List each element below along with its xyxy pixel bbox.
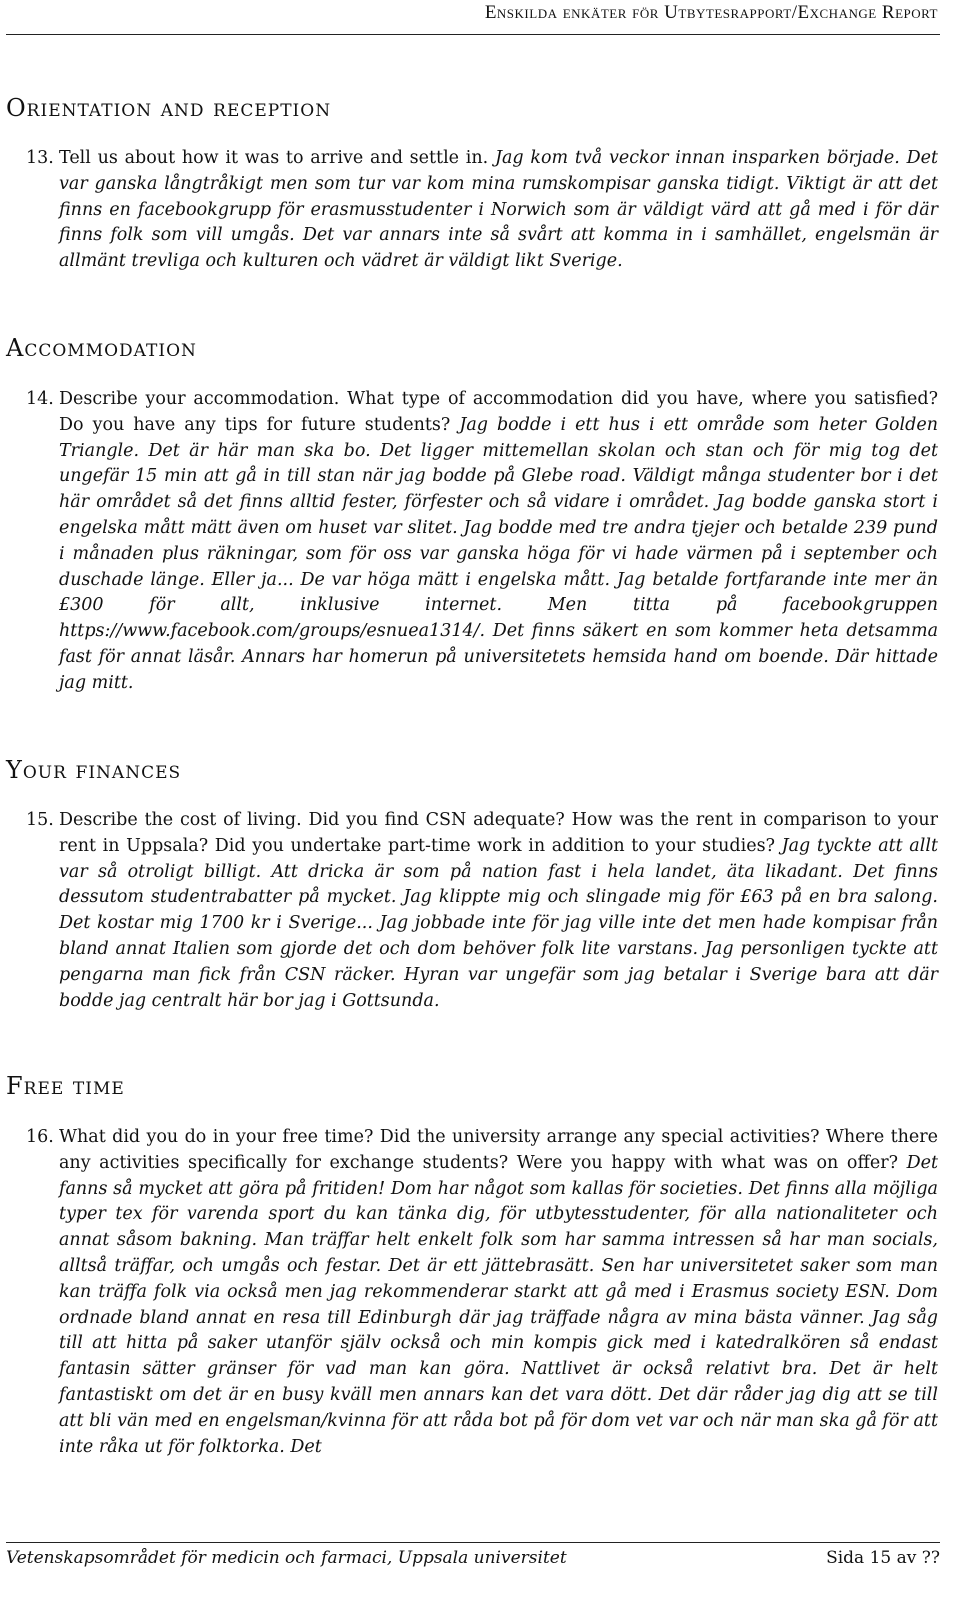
page-header-title: Enskilda enkäter för Utbytesrapport/Exchange Report bbox=[484, 2, 938, 23]
footer-institution: Vetenskapsområdet för medicin och farmaci, Uppsala universitet bbox=[6, 1548, 567, 1568]
answer-text: Det fanns så mycket att göra på fritiden! Dom har något som kallas för societies. Det finns alla möjliga typer tex för varenda sport du kan tänka dig, för utbytesstudenter, för alla nationaliteter och annat såsom bakning. Man träffar helt enkelt folk som har samma intressen så har man socials, alltså träffar, och umgås och festar. Det är ett jättebrasätt. Sen har universitetet saker som man kan träffa folk via också men jag rekommenderar starkt att gå med i Erasmus society ESN. Dom ordnade bland annat en resa till Edinburgh där jag träffade några av mina bästa vänner. Jag såg till att hitta på saker utanför själv också och min kompis gick med i katedralkören så endast fantasin sätter gränser för vad man kan göra. Nattlivet är också relativt bra. Det är helt fantastiskt om det är en busy kväll men annars kan det vara dött. Det där råder jag dig att se till att bli vän med en engelsman/kvinna för att råda bot på för dom vet var och när man ska gå för att inte råka ut för folktorka. Det bbox=[59, 1152, 938, 1457]
question-16 bbox=[26, 1125, 938, 1460]
question-text: What did you do in your free time? Did the university arrange any special activities? Where there any activities specifically for exchange students? Were you happy with what was on offer? bbox=[59, 1127, 938, 1173]
section-title-accommodation: Accommodation bbox=[6, 334, 197, 362]
question-14 bbox=[26, 387, 938, 697]
question-body bbox=[59, 1125, 938, 1460]
question-body bbox=[59, 808, 938, 1014]
question-number: 16. bbox=[26, 1127, 54, 1147]
question-number: 14. bbox=[26, 389, 54, 409]
section-title-finances: Your finances bbox=[6, 756, 182, 784]
section-title-free-time: Free time bbox=[6, 1072, 125, 1100]
question-text: Describe the cost of living. Did you find CSN adequate? How was the rent in comparison to your rent in Uppsala? Did you undertake part-time work in addition to your studies? bbox=[59, 810, 938, 856]
footer-divider bbox=[6, 1542, 940, 1543]
answer-text: Jag bodde i ett hus i ett område som heter Golden Triangle. Det är här man ska bo. Det ligger mittemellan skolan och stan och för mig tog det ungefär 15 min att gå in till stan när jag bodde på Glebe road. Väldigt många studenter bor i det här området så det finns alltid fester, förfester och så vidare i området. Jag bodde ganska stort i engelska mått mätt även om huset var slitet. Jag bodde med tre andra tjejer och betalde 239 pund i månaden plus räkningar, som för oss var ganska höga för vi hade värmen på i september och duschade länge. Eller ja... De var höga mätt i engelska mått. Jag betalde fortfarande inte mer än £300 för allt, inklusive internet. Men titta på facebookgruppen https://www.facebook.com/groups/esnuea1314/. Det finns säkert en som kommer heta detsamma fast för annat läsår. Annars har homerun på universitetets hemsida hand om boende. Där hittade jag mitt. bbox=[59, 414, 938, 693]
question-number: 15. bbox=[26, 810, 54, 830]
question-number: 13. bbox=[26, 148, 54, 168]
question-text: Describe your accommodation. What type of accommodation did you have, where you satisfied? Do you have any tips for future students? bbox=[59, 389, 938, 435]
question-15 bbox=[26, 808, 938, 1014]
answer-text: Jag tyckte att allt var så otroligt billigt. Att dricka är som på nation fast i hela landet, äta likadant. Det finns dessutom studentrabatter på mycket. Jag klippte mig och slingade mig för £63 på en bra salong. Det kostar mig 1700 kr i Sverige... Jag jobbade inte för jag ville inte det men hade kompisar från bland annat Italien som gjorde det och dom behöver folk lite varstans. Jag personligen tyckte att pengarna man fick från CSN räcker. Hyran var ungefär som jag betalar i Sverige bara att där bodde jag centralt här bor jag i Gottsunda. bbox=[59, 835, 938, 1011]
answer-text: Jag kom två veckor innan insparken började. Det var ganska långtråkigt men som tur var kom mina rumskompisar ganska tidigt. Viktigt är att det finns en facebookgrupp för erasmusstudenter i Norwich som är väldigt värd att gå med i för där finns folk som vill umgås. Det var annars inte så svårt att komma in i samhället, engelsmän är allmänt trevliga och kulturen och vädret är väldigt likt Sverige. bbox=[59, 148, 938, 272]
footer-page-number: Sida 15 av ?? bbox=[826, 1548, 940, 1568]
section-title-orientation: Orientation and reception bbox=[6, 94, 332, 122]
question-body bbox=[59, 387, 938, 697]
question-text: Tell us about how it was to arrive and settle in. bbox=[59, 148, 489, 168]
question-body bbox=[59, 146, 938, 275]
question-13 bbox=[26, 146, 938, 275]
header-divider bbox=[6, 34, 940, 35]
